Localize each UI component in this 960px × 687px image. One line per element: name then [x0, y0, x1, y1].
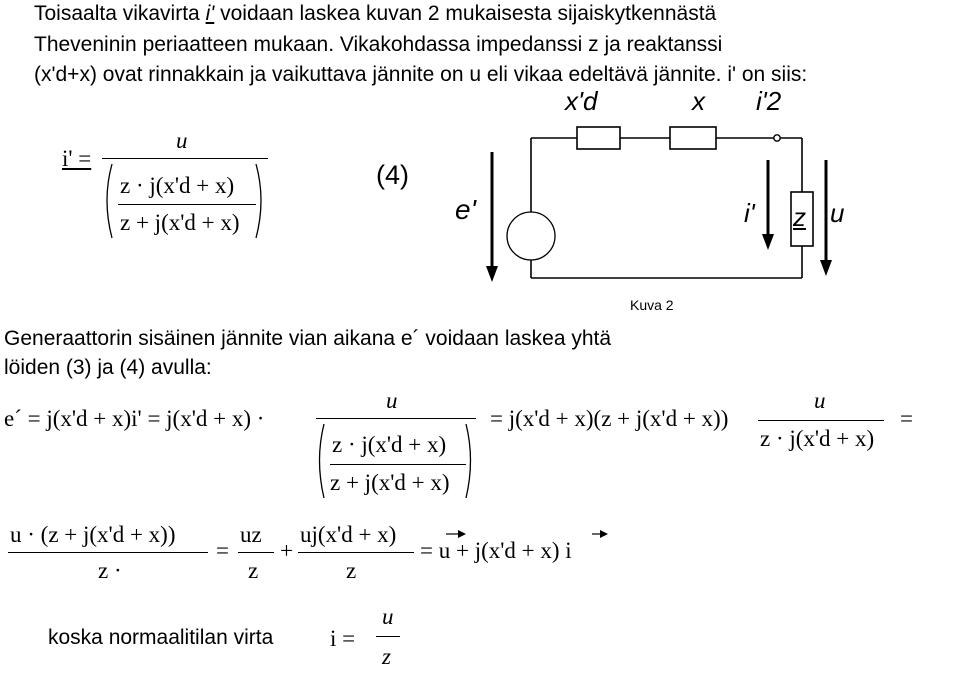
eq5-middle: = j(x'd + x)(z + j(x'd + x)) [490, 406, 729, 431]
label-i: i' [744, 198, 755, 228]
eq4-number: (4) [376, 160, 409, 190]
eq4-numerator: u [176, 128, 188, 153]
eq6-f1-numerator: u · (z + j(x'd + x)) [10, 522, 176, 547]
eq4-inner-denominator: z + j(x'd + x) [120, 210, 240, 235]
text2-line-1: Generaattorin sisäinen jännite vian aikana e´ voidaan laskea yhtä [4, 327, 612, 350]
eq6-equals: = [216, 538, 229, 563]
eq5-inner-numerator: z · j(x'd + x) [332, 432, 447, 457]
footer-text: koska normaalitilan virta [48, 626, 274, 649]
eq6-f1-denominator: z · [98, 558, 122, 583]
figure-caption: Kuva 2 [630, 297, 674, 313]
intro-line-3: (x'd+x) ovat rinnakkain ja vaikuttava jännite on u eli vikaa edeltävä jännite. i' on siis: [34, 63, 808, 86]
eq5-frac-numerator: u [386, 388, 398, 413]
footer-numerator: u [382, 604, 394, 629]
label-i2: i'2 [756, 86, 782, 116]
eq6-plus: + [280, 538, 293, 563]
eq5-inner-denominator: z + j(x'd + x) [330, 470, 450, 495]
eq6-f2-numerator: uz [240, 522, 262, 547]
footer-denominator: z [382, 644, 391, 669]
eq4-inner-numerator: z · j(x'd + x) [120, 173, 235, 198]
label-x: x [692, 86, 705, 116]
intro-line-1: Toisaalta vikavirta i' voidaan laskea kuvan 2 mukaisesta sijaiskytkennästä [34, 2, 717, 25]
footer-lhs: i = [330, 626, 356, 651]
eq6-f3-numerator: uj(x'd + x) [300, 522, 397, 547]
eq5-frac2-denominator: z · j(x'd + x) [760, 426, 875, 451]
label-u: u [830, 198, 845, 228]
label-xd: x'd [565, 86, 598, 116]
eq5-frac2-numerator: u [814, 388, 826, 413]
eq6-f3-denominator: z [346, 558, 357, 583]
label-z: z [793, 202, 806, 232]
intro-line-2: Theveninin periaatteen mukaan. Vikakohdassa impedanssi z ja reaktanssi [34, 33, 723, 56]
eq5-lhs: e´ = j(x'd + x)i' = j(x'd + x) · [4, 406, 265, 431]
label-e: e' [455, 194, 476, 225]
eq6-f2-denominator: z [248, 558, 259, 583]
eq5-end: = [900, 406, 913, 431]
footer-frac-bar [376, 636, 400, 637]
eq6-rhs: = u + j(x'd + x) i [420, 538, 572, 563]
text2-line-2: löiden (3) ja (4) avulla: [4, 356, 212, 379]
intro-var-i: i' [205, 2, 215, 25]
eq4-lhs: i' = [62, 146, 92, 171]
